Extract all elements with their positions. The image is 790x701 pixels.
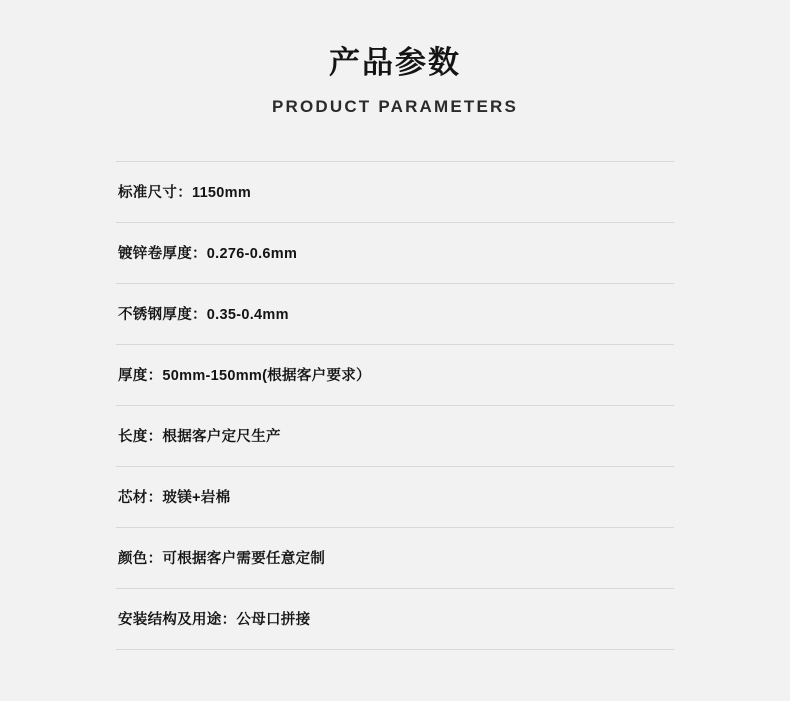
parameter-text: 标准尺寸：1150mm [118, 185, 252, 202]
parameter-list [116, 161, 674, 650]
parameter-text: 芯材：玻镁+岩棉 [118, 490, 231, 507]
parameter-text: 长度：根据客户定尺生产 [118, 429, 281, 446]
parameter-text: 不锈钢厚度：0.35-0.4mm [118, 307, 289, 324]
page-subtitle: PRODUCT PARAMETERS [271, 96, 519, 116]
parameter-text: 厚度：50mm-150mm(根据客户要求） [118, 368, 371, 385]
list-item [116, 161, 674, 223]
list-item [116, 284, 674, 345]
parameter-text: 颜色：可根据客户需要任意定制 [118, 551, 326, 568]
parameter-text: 安装结构及用途：公母口拼接 [118, 612, 311, 629]
page-header [0, 0, 790, 117]
list-item [116, 223, 674, 284]
page-title: 产品参数 [329, 45, 461, 80]
list-item [116, 589, 674, 650]
list-item [116, 406, 674, 467]
list-item [116, 528, 674, 589]
parameter-text: 镀锌卷厚度：0.276-0.6mm [118, 246, 298, 263]
list-item [116, 467, 674, 528]
list-item [116, 345, 674, 406]
